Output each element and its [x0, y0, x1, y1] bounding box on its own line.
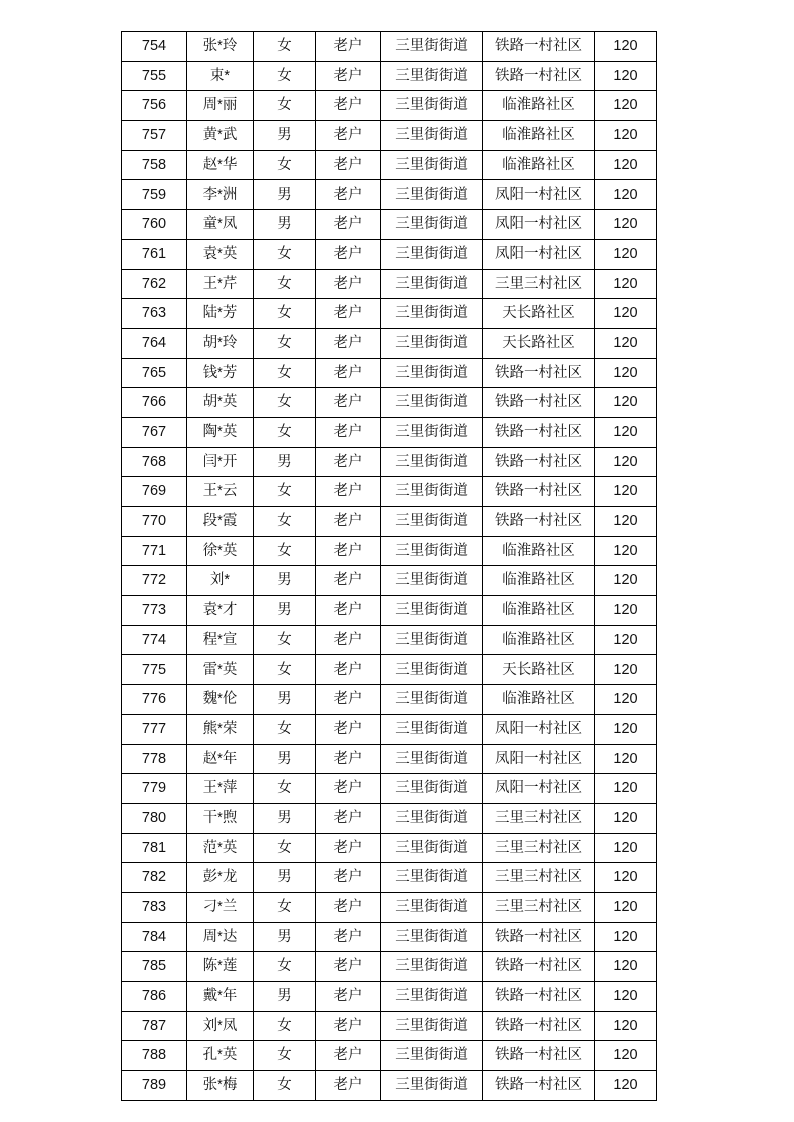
cell-amount: 120 — [595, 922, 657, 952]
cell-gender: 女 — [254, 892, 316, 922]
cell-household-type: 老户 — [316, 833, 381, 863]
table-body — [122, 32, 657, 1101]
cell-community: 临淮路社区 — [483, 536, 595, 566]
cell-amount: 120 — [595, 1041, 657, 1071]
cell-gender: 男 — [254, 803, 316, 833]
cell-name: 熊*荣 — [187, 714, 254, 744]
cell-household-type: 老户 — [316, 922, 381, 952]
cell-amount: 120 — [595, 596, 657, 626]
cell-household-type: 老户 — [316, 714, 381, 744]
table-row — [122, 1071, 657, 1101]
cell-name: 刘* — [187, 566, 254, 596]
cell-name: 周*达 — [187, 922, 254, 952]
cell-household-type: 老户 — [316, 239, 381, 269]
cell-household-type: 老户 — [316, 388, 381, 418]
cell-serial-number: 756 — [122, 91, 187, 121]
cell-gender: 女 — [254, 388, 316, 418]
cell-household-type: 老户 — [316, 566, 381, 596]
cell-household-type: 老户 — [316, 655, 381, 685]
cell-name: 刁*兰 — [187, 892, 254, 922]
cell-community: 临淮路社区 — [483, 566, 595, 596]
cell-serial-number: 755 — [122, 61, 187, 91]
cell-amount: 120 — [595, 952, 657, 982]
cell-gender: 女 — [254, 269, 316, 299]
cell-serial-number: 779 — [122, 774, 187, 804]
cell-amount: 120 — [595, 447, 657, 477]
cell-amount: 120 — [595, 744, 657, 774]
cell-name: 胡*英 — [187, 388, 254, 418]
table-row — [122, 952, 657, 982]
cell-name: 雷*英 — [187, 655, 254, 685]
cell-name: 周*丽 — [187, 91, 254, 121]
cell-community: 天长路社区 — [483, 328, 595, 358]
cell-street: 三里街街道 — [381, 982, 483, 1012]
table-row — [122, 803, 657, 833]
cell-gender: 女 — [254, 952, 316, 982]
cell-name: 段*霞 — [187, 507, 254, 537]
cell-serial-number: 784 — [122, 922, 187, 952]
cell-gender: 女 — [254, 150, 316, 180]
table-row — [122, 32, 657, 62]
cell-street: 三里街街道 — [381, 952, 483, 982]
cell-amount: 120 — [595, 655, 657, 685]
cell-community: 三里三村社区 — [483, 863, 595, 893]
cell-household-type: 老户 — [316, 596, 381, 626]
cell-gender: 女 — [254, 1011, 316, 1041]
cell-community: 铁路一村社区 — [483, 1041, 595, 1071]
cell-name: 王*萍 — [187, 774, 254, 804]
table-row — [122, 774, 657, 804]
table-row — [122, 91, 657, 121]
cell-street: 三里街街道 — [381, 625, 483, 655]
cell-amount: 120 — [595, 180, 657, 210]
cell-serial-number: 776 — [122, 685, 187, 715]
cell-household-type: 老户 — [316, 744, 381, 774]
cell-community: 铁路一村社区 — [483, 388, 595, 418]
cell-gender: 女 — [254, 1041, 316, 1071]
cell-amount: 120 — [595, 239, 657, 269]
cell-name: 童*凤 — [187, 210, 254, 240]
cell-serial-number: 759 — [122, 180, 187, 210]
cell-gender: 女 — [254, 358, 316, 388]
cell-community: 铁路一村社区 — [483, 1011, 595, 1041]
cell-name: 黄*武 — [187, 121, 254, 151]
cell-household-type: 老户 — [316, 180, 381, 210]
cell-household-type: 老户 — [316, 150, 381, 180]
cell-gender: 女 — [254, 91, 316, 121]
cell-name: 张*梅 — [187, 1071, 254, 1101]
table-row — [122, 269, 657, 299]
table-row — [122, 507, 657, 537]
cell-household-type: 老户 — [316, 685, 381, 715]
table-row — [122, 328, 657, 358]
cell-household-type: 老户 — [316, 299, 381, 329]
cell-household-type: 老户 — [316, 447, 381, 477]
table-row — [122, 744, 657, 774]
cell-serial-number: 762 — [122, 269, 187, 299]
cell-community: 临淮路社区 — [483, 150, 595, 180]
cell-gender: 男 — [254, 447, 316, 477]
cell-street: 三里街街道 — [381, 150, 483, 180]
cell-gender: 男 — [254, 210, 316, 240]
cell-community: 凤阳一村社区 — [483, 774, 595, 804]
cell-gender: 女 — [254, 625, 316, 655]
cell-household-type: 老户 — [316, 1071, 381, 1101]
cell-amount: 120 — [595, 892, 657, 922]
cell-amount: 120 — [595, 803, 657, 833]
cell-gender: 女 — [254, 61, 316, 91]
cell-community: 铁路一村社区 — [483, 982, 595, 1012]
cell-serial-number: 761 — [122, 239, 187, 269]
cell-name: 彭*龙 — [187, 863, 254, 893]
cell-community: 凤阳一村社区 — [483, 744, 595, 774]
cell-household-type: 老户 — [316, 269, 381, 299]
table-row — [122, 358, 657, 388]
cell-gender: 男 — [254, 596, 316, 626]
cell-community: 天长路社区 — [483, 655, 595, 685]
cell-name: 束* — [187, 61, 254, 91]
cell-serial-number: 786 — [122, 982, 187, 1012]
cell-gender: 男 — [254, 982, 316, 1012]
cell-gender: 女 — [254, 417, 316, 447]
cell-amount: 120 — [595, 507, 657, 537]
cell-name: 王*芹 — [187, 269, 254, 299]
table-row — [122, 388, 657, 418]
table-row — [122, 833, 657, 863]
cell-name: 范*英 — [187, 833, 254, 863]
cell-community: 铁路一村社区 — [483, 507, 595, 537]
cell-street: 三里街街道 — [381, 447, 483, 477]
cell-street: 三里街街道 — [381, 61, 483, 91]
beneficiary-table — [121, 31, 657, 1101]
cell-gender: 女 — [254, 328, 316, 358]
cell-serial-number: 758 — [122, 150, 187, 180]
cell-amount: 120 — [595, 536, 657, 566]
cell-household-type: 老户 — [316, 863, 381, 893]
cell-name: 赵*华 — [187, 150, 254, 180]
cell-community: 凤阳一村社区 — [483, 180, 595, 210]
cell-community: 铁路一村社区 — [483, 1071, 595, 1101]
cell-amount: 120 — [595, 32, 657, 62]
cell-street: 三里街街道 — [381, 121, 483, 151]
table-row — [122, 121, 657, 151]
cell-household-type: 老户 — [316, 61, 381, 91]
table-row — [122, 150, 657, 180]
cell-street: 三里街街道 — [381, 91, 483, 121]
cell-amount: 120 — [595, 358, 657, 388]
cell-gender: 女 — [254, 32, 316, 62]
cell-community: 凤阳一村社区 — [483, 210, 595, 240]
cell-household-type: 老户 — [316, 91, 381, 121]
cell-serial-number: 773 — [122, 596, 187, 626]
cell-serial-number: 769 — [122, 477, 187, 507]
cell-serial-number: 760 — [122, 210, 187, 240]
cell-name: 陆*芳 — [187, 299, 254, 329]
cell-household-type: 老户 — [316, 952, 381, 982]
cell-name: 魏*伦 — [187, 685, 254, 715]
cell-household-type: 老户 — [316, 121, 381, 151]
cell-community: 铁路一村社区 — [483, 61, 595, 91]
cell-serial-number: 770 — [122, 507, 187, 537]
cell-household-type: 老户 — [316, 803, 381, 833]
table-row — [122, 685, 657, 715]
cell-household-type: 老户 — [316, 477, 381, 507]
cell-serial-number: 763 — [122, 299, 187, 329]
cell-serial-number: 772 — [122, 566, 187, 596]
table-row — [122, 892, 657, 922]
table-row — [122, 61, 657, 91]
cell-community: 临淮路社区 — [483, 91, 595, 121]
cell-serial-number: 768 — [122, 447, 187, 477]
cell-serial-number: 767 — [122, 417, 187, 447]
cell-street: 三里街街道 — [381, 655, 483, 685]
cell-serial-number: 780 — [122, 803, 187, 833]
cell-street: 三里街街道 — [381, 744, 483, 774]
cell-name: 干*煦 — [187, 803, 254, 833]
cell-household-type: 老户 — [316, 32, 381, 62]
table-row — [122, 566, 657, 596]
table-row — [122, 982, 657, 1012]
table-row — [122, 477, 657, 507]
cell-household-type: 老户 — [316, 892, 381, 922]
cell-amount: 120 — [595, 477, 657, 507]
cell-gender: 女 — [254, 833, 316, 863]
cell-name: 李*洲 — [187, 180, 254, 210]
cell-street: 三里街街道 — [381, 417, 483, 447]
table-row — [122, 299, 657, 329]
cell-street: 三里街街道 — [381, 774, 483, 804]
cell-street: 三里街街道 — [381, 1071, 483, 1101]
table-row — [122, 239, 657, 269]
cell-street: 三里街街道 — [381, 507, 483, 537]
cell-name: 孔*英 — [187, 1041, 254, 1071]
cell-gender: 男 — [254, 566, 316, 596]
cell-amount: 120 — [595, 982, 657, 1012]
cell-community: 三里三村社区 — [483, 892, 595, 922]
table-row — [122, 180, 657, 210]
cell-amount: 120 — [595, 685, 657, 715]
cell-serial-number: 785 — [122, 952, 187, 982]
cell-street: 三里街街道 — [381, 714, 483, 744]
cell-gender: 女 — [254, 477, 316, 507]
cell-amount: 120 — [595, 625, 657, 655]
cell-household-type: 老户 — [316, 536, 381, 566]
cell-household-type: 老户 — [316, 210, 381, 240]
cell-street: 三里街街道 — [381, 269, 483, 299]
cell-community: 天长路社区 — [483, 299, 595, 329]
cell-name: 钱*芳 — [187, 358, 254, 388]
cell-amount: 120 — [595, 91, 657, 121]
cell-community: 临淮路社区 — [483, 685, 595, 715]
table-row — [122, 863, 657, 893]
cell-amount: 120 — [595, 121, 657, 151]
cell-street: 三里街街道 — [381, 566, 483, 596]
cell-gender: 女 — [254, 299, 316, 329]
cell-serial-number: 781 — [122, 833, 187, 863]
cell-serial-number: 765 — [122, 358, 187, 388]
cell-street: 三里街街道 — [381, 239, 483, 269]
cell-street: 三里街街道 — [381, 477, 483, 507]
cell-gender: 男 — [254, 863, 316, 893]
cell-household-type: 老户 — [316, 328, 381, 358]
cell-name: 刘*凤 — [187, 1011, 254, 1041]
cell-name: 袁*英 — [187, 239, 254, 269]
cell-name: 赵*年 — [187, 744, 254, 774]
cell-community: 铁路一村社区 — [483, 922, 595, 952]
cell-serial-number: 787 — [122, 1011, 187, 1041]
cell-name: 张*玲 — [187, 32, 254, 62]
cell-serial-number: 754 — [122, 32, 187, 62]
cell-name: 戴*年 — [187, 982, 254, 1012]
cell-serial-number: 782 — [122, 863, 187, 893]
cell-amount: 120 — [595, 863, 657, 893]
cell-street: 三里街街道 — [381, 922, 483, 952]
cell-amount: 120 — [595, 833, 657, 863]
cell-name: 闫*开 — [187, 447, 254, 477]
cell-name: 陈*莲 — [187, 952, 254, 982]
cell-gender: 女 — [254, 507, 316, 537]
cell-gender: 女 — [254, 1071, 316, 1101]
table-row — [122, 1041, 657, 1071]
table-row — [122, 1011, 657, 1041]
cell-amount: 120 — [595, 299, 657, 329]
cell-serial-number: 771 — [122, 536, 187, 566]
cell-gender: 男 — [254, 685, 316, 715]
cell-serial-number: 783 — [122, 892, 187, 922]
cell-household-type: 老户 — [316, 358, 381, 388]
cell-gender: 女 — [254, 536, 316, 566]
cell-street: 三里街街道 — [381, 892, 483, 922]
cell-serial-number: 766 — [122, 388, 187, 418]
cell-household-type: 老户 — [316, 774, 381, 804]
cell-name: 王*云 — [187, 477, 254, 507]
cell-gender: 女 — [254, 774, 316, 804]
cell-amount: 120 — [595, 774, 657, 804]
cell-community: 铁路一村社区 — [483, 447, 595, 477]
cell-community: 三里三村社区 — [483, 269, 595, 299]
cell-serial-number: 778 — [122, 744, 187, 774]
cell-household-type: 老户 — [316, 417, 381, 447]
cell-amount: 120 — [595, 61, 657, 91]
cell-street: 三里街街道 — [381, 596, 483, 626]
cell-street: 三里街街道 — [381, 833, 483, 863]
table-row — [122, 655, 657, 685]
cell-amount: 120 — [595, 1071, 657, 1101]
table-row — [122, 536, 657, 566]
cell-street: 三里街街道 — [381, 180, 483, 210]
cell-street: 三里街街道 — [381, 210, 483, 240]
cell-amount: 120 — [595, 566, 657, 596]
table-row — [122, 210, 657, 240]
cell-serial-number: 757 — [122, 121, 187, 151]
cell-street: 三里街街道 — [381, 685, 483, 715]
cell-serial-number: 777 — [122, 714, 187, 744]
cell-street: 三里街街道 — [381, 863, 483, 893]
cell-serial-number: 775 — [122, 655, 187, 685]
cell-community: 三里三村社区 — [483, 833, 595, 863]
cell-street: 三里街街道 — [381, 388, 483, 418]
cell-amount: 120 — [595, 1011, 657, 1041]
cell-street: 三里街街道 — [381, 328, 483, 358]
cell-amount: 120 — [595, 328, 657, 358]
table-row — [122, 625, 657, 655]
cell-household-type: 老户 — [316, 1041, 381, 1071]
cell-gender: 女 — [254, 655, 316, 685]
cell-serial-number: 789 — [122, 1071, 187, 1101]
cell-community: 铁路一村社区 — [483, 477, 595, 507]
cell-community: 铁路一村社区 — [483, 358, 595, 388]
cell-name: 胡*玲 — [187, 328, 254, 358]
cell-name: 徐*英 — [187, 536, 254, 566]
cell-name: 陶*英 — [187, 417, 254, 447]
table-row — [122, 596, 657, 626]
cell-street: 三里街街道 — [381, 299, 483, 329]
cell-name: 袁*才 — [187, 596, 254, 626]
cell-household-type: 老户 — [316, 625, 381, 655]
cell-amount: 120 — [595, 150, 657, 180]
cell-gender: 男 — [254, 744, 316, 774]
cell-gender: 男 — [254, 121, 316, 151]
cell-community: 临淮路社区 — [483, 625, 595, 655]
cell-community: 铁路一村社区 — [483, 417, 595, 447]
cell-amount: 120 — [595, 210, 657, 240]
table-row — [122, 447, 657, 477]
cell-amount: 120 — [595, 388, 657, 418]
cell-community: 临淮路社区 — [483, 596, 595, 626]
cell-household-type: 老户 — [316, 507, 381, 537]
cell-gender: 女 — [254, 239, 316, 269]
cell-serial-number: 774 — [122, 625, 187, 655]
cell-community: 铁路一村社区 — [483, 32, 595, 62]
cell-amount: 120 — [595, 417, 657, 447]
table-row — [122, 417, 657, 447]
table-row — [122, 714, 657, 744]
cell-gender: 男 — [254, 180, 316, 210]
cell-street: 三里街街道 — [381, 358, 483, 388]
cell-street: 三里街街道 — [381, 803, 483, 833]
cell-household-type: 老户 — [316, 982, 381, 1012]
cell-amount: 120 — [595, 269, 657, 299]
cell-street: 三里街街道 — [381, 536, 483, 566]
cell-street: 三里街街道 — [381, 1041, 483, 1071]
cell-gender: 男 — [254, 922, 316, 952]
cell-gender: 女 — [254, 714, 316, 744]
cell-community: 三里三村社区 — [483, 803, 595, 833]
table-row — [122, 922, 657, 952]
cell-street: 三里街街道 — [381, 32, 483, 62]
cell-community: 临淮路社区 — [483, 121, 595, 151]
cell-name: 程*宣 — [187, 625, 254, 655]
cell-street: 三里街街道 — [381, 1011, 483, 1041]
cell-serial-number: 764 — [122, 328, 187, 358]
cell-community: 凤阳一村社区 — [483, 714, 595, 744]
cell-amount: 120 — [595, 714, 657, 744]
cell-community: 铁路一村社区 — [483, 952, 595, 982]
cell-serial-number: 788 — [122, 1041, 187, 1071]
cell-community: 凤阳一村社区 — [483, 239, 595, 269]
cell-household-type: 老户 — [316, 1011, 381, 1041]
